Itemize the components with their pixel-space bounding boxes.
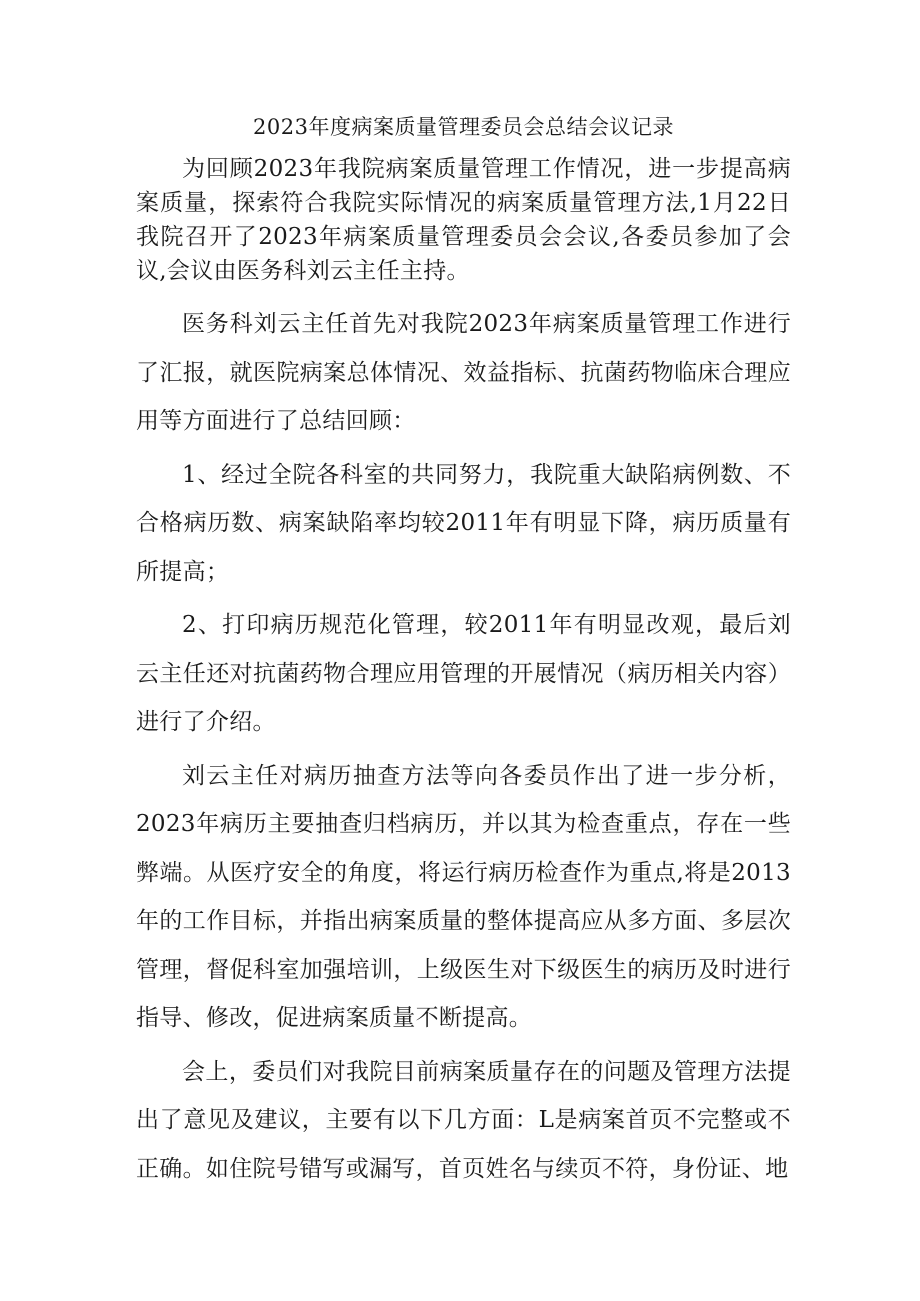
paragraph-item-1: 1、经过全院各科室的共同努力，我院重大缺陷病例数、不合格病历数、病案缺陷率均较2011年有明显下降，病历质量有所提高； — [136, 461, 791, 585]
document-title: 2023年度病案质量管理委员会总结会议记录 — [253, 115, 674, 139]
paragraph-report: 医务科刘云主任首先对我院2023年病案质量管理工作进行了汇报，就医院病案总体情况、效益指标、抗菌药物临床合理应用等方面进行了总结回顾： — [136, 311, 791, 434]
paragraph-item-2: 2、打印病历规范化管理，较2011年有明显改观，最后刘云主任还对抗菌药物合理应用管理的开展情况（病历相关内容）进行了介绍。 — [136, 612, 791, 735]
paragraph-suggestions: 会上，委员们对我院目前病案质量存在的问题及管理方法提出了意见及建议，主要有以下几方面：L是病案首页不完整或不正确。如住院号错写或漏写，首页姓名与续页不符，身份证、地 — [136, 1058, 791, 1182]
document-page — [136, 106, 791, 1198]
paragraph-analysis: 刘云主任对病历抽查方法等向各委员作出了进一步分析，2023年病历主要抽查归档病历，并以其为检查重点，存在一些弊端。从医疗安全的角度，将运行病历检查作为重点,将是2013年的工作目标，并指出病案质量的整体提高应从多方面、多层次管理，督促科室加强培训，上级医生对下级医生的病历及时进行指导、修改，促进病案质量不断提高。 — [136, 762, 791, 1031]
paragraph-intro: 为回顾2023年我院病案质量管理工作情况，进一步提高病案质量，探索符合我院实际情况的病案质量管理方法,1月22日我院召开了2023年病案质量管理委员会会议,各委员参加了会议,会议由医务科刘云主任主持。 — [136, 156, 791, 284]
